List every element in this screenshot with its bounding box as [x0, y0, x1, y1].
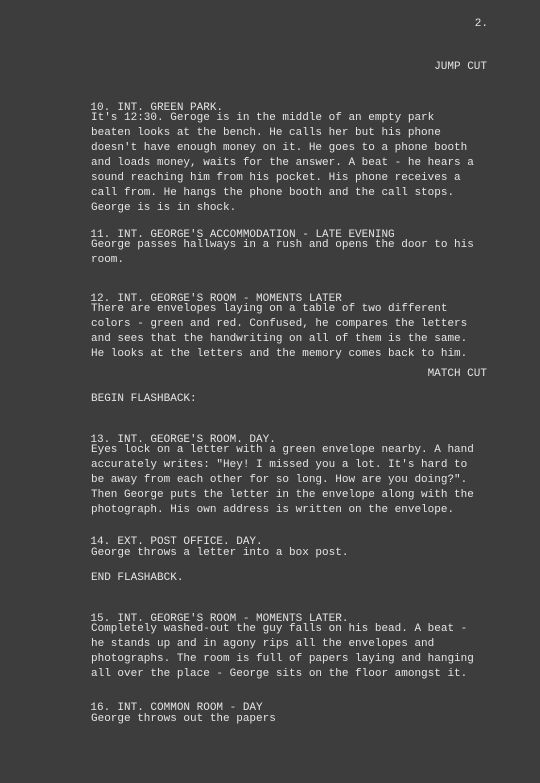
transition-jump-cut: JUMP CUT — [434, 61, 487, 73]
flashback-begin — [91, 392, 501, 407]
action-line: call from. He hangs the phone booth and the call stops. — [91, 187, 455, 199]
scene-heading-text: INT. GEORGE'S ACCOMMODATION - LATE EVENING — [117, 229, 395, 241]
page-number: 2. — [474, 18, 488, 30]
scene-heading-text: INT. GREEN PARK. — [117, 102, 224, 114]
scene-action-16 — [91, 712, 501, 727]
scene-number: 15. — [90, 613, 111, 625]
scene-number: 11. — [90, 229, 111, 241]
action-line: colors - green and red. Confused, he compares the letters — [91, 318, 468, 330]
action-line: be away from each other for so long. How are you doing?". — [91, 474, 468, 486]
action-line: Then George puts the letter in the envelope along with the — [91, 489, 474, 501]
action-line: George throws a letter into a box post. — [91, 547, 349, 559]
scene-number: 12. — [90, 293, 111, 305]
scene-heading-text: INT. GEORGE'S ROOM - MOMENTS LATER — [117, 293, 342, 305]
action-line: There are envelopes laying on a table of two different — [91, 303, 448, 315]
action-line: He looks at the letters and the memory comes back to him. — [91, 348, 468, 360]
flashback-end — [91, 571, 501, 586]
action-line: photographs. The room is full of papers laying and hanging — [91, 653, 474, 665]
action-line: George passes hallways in a rush and opens the door to his — [91, 239, 474, 251]
scene-heading-text: INT. COMMON ROOM - DAY — [117, 702, 263, 714]
action-line: sound reaching him from his pocket. His phone receives a — [91, 172, 461, 184]
action-line: photograph. His own address is written on the envelope. — [91, 504, 455, 516]
scene-number: 10. — [90, 102, 111, 114]
action-line: all over the place - George sits on the floor amongst it. — [91, 668, 468, 680]
transition-match-cut: MATCH CUT — [427, 368, 487, 380]
flashback-begin-text: BEGIN FLASHBACK: — [91, 393, 197, 405]
action-line: room. — [91, 254, 125, 266]
scene-heading-text: EXT. POST OFFICE. DAY. — [117, 536, 263, 548]
action-line: George throws out the papers — [91, 713, 276, 725]
action-line: and loads money, waits for the answer. A beat - he hears a — [91, 157, 474, 169]
action-line: Eyes lock on a letter with a green envelope nearby. A hand — [91, 444, 474, 456]
scene-number: 14. — [90, 536, 111, 548]
scene-action-10 — [91, 111, 501, 216]
scene-heading-text: INT. GEORGE'S ROOM - MOMENTS LATER. — [117, 613, 349, 625]
action-line: and sees that the handwriting on all of them is the same. — [91, 333, 468, 345]
scene-action-11 — [91, 238, 501, 268]
scene-heading-text: INT. GEORGE'S ROOM. DAY. — [117, 434, 276, 446]
action-line: he stands up and in agony rips all the envelopes and — [91, 638, 435, 650]
action-line: accurately writes: "Hey! I missed you a lot. It's hard to — [91, 459, 468, 471]
action-line: beaten looks at the bench. He calls her but his phone — [91, 127, 441, 139]
scene-number: 16. — [90, 702, 111, 714]
action-line: It's 12:30. Geroge is in the middle of an empty park — [91, 112, 435, 124]
action-line: Completely washed-out the guy falls on his bead. A beat - — [91, 623, 468, 635]
scene-action-13 — [91, 443, 501, 518]
action-line: doesn't have enough money on it. He goes to a phone booth — [91, 142, 468, 154]
scene-action-15 — [91, 622, 501, 682]
scene-number: 13. — [90, 434, 111, 446]
flashback-end-text: END FLASHABCK. — [91, 572, 184, 584]
scene-action-12 — [91, 302, 501, 362]
action-line: George is is in shock. — [91, 202, 237, 214]
scene-action-14 — [91, 546, 501, 561]
